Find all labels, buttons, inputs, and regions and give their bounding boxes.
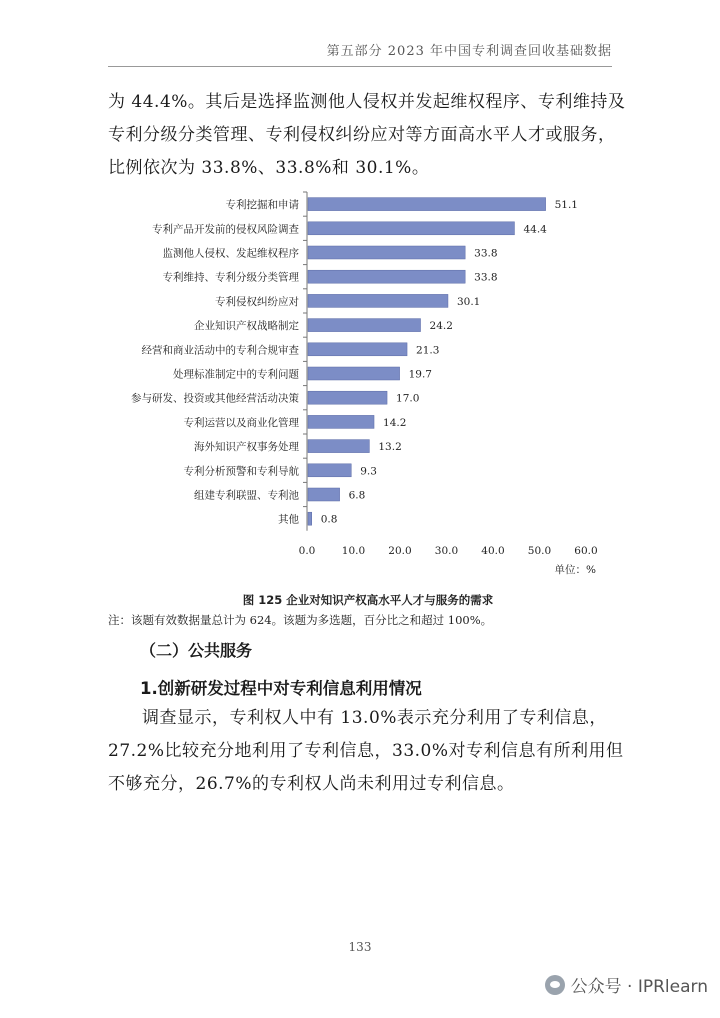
bar-value-label: 19.7 [408,368,432,381]
x-tick-label: 30.0 [434,544,459,557]
bar-value-label: 51.1 [554,199,579,212]
x-tick-label: 10.0 [341,544,366,557]
bar [308,319,421,332]
category-label: 专利挖掘和申请 [225,199,299,212]
x-tick-label: 20.0 [388,544,412,557]
intro-paragraph: 为 44.4%。其后是选择监测他人侵权并发起维权程序、专利维持及专利分级分类管理、专利侵权纠纷应对等方面高水平人才或服务，比例依次为 33.8%、33.8%和 30.1%。 [108,92,626,178]
x-tick-label: 0.0 [298,544,316,557]
category-label: 经营和商业活动中的专利合规审查 [141,344,299,357]
bar [308,488,340,501]
bar-value-label: 30.1 [456,295,481,308]
bar [308,367,400,380]
section-title: （二）公共服务 [140,641,253,660]
watermark-text: 公众号 · IPRlearn [570,977,708,997]
x-tick-label: 40.0 [481,544,505,557]
header-rule [108,66,612,67]
bar [308,246,465,259]
running-header: 第五部分 2023 年中国专利调查回收基础数据 [326,44,612,59]
category-label: 企业知识产权战略制定 [194,320,299,333]
demand-bar-chart [108,188,628,580]
bar [308,415,374,428]
category-label: 处理标准制定中的专利问题 [173,368,299,381]
bar-value-label: 17.0 [396,392,420,405]
bar-value-label: 33.8 [474,271,498,284]
bar-value-label: 21.3 [416,344,440,357]
bar [308,440,369,453]
figure-caption: 图 125 企业对知识产权高水平人才与服务的需求 [242,593,494,607]
x-tick-label: 50.0 [527,544,552,557]
figure-note: 注：该题有效数据量总计为 624。该题为多选题，百分比之和超过 100%。 [108,613,493,627]
unit-label: 单位：% [554,563,596,576]
category-label: 参与研发、投资或其他经营活动决策 [131,392,299,405]
page-number: 133 [348,940,372,954]
bar [308,294,448,307]
bar-value-label: 9.3 [360,465,377,478]
bar-value-label: 44.4 [523,223,547,236]
bar [308,391,387,404]
category-label: 专利维持、专利分级分类管理 [162,271,299,284]
bar-value-label: 0.8 [320,513,338,526]
category-label: 监测他人侵权、发起维权程序 [162,247,299,260]
wechat-icon [545,975,565,995]
bar-value-label: 33.8 [474,247,498,260]
category-label: 专利运营以及商业化管理 [183,416,299,429]
category-label: 专利侵权纠纷应对 [215,295,299,308]
bar-value-label: 13.2 [378,441,402,454]
bar [308,198,546,211]
subsection-title: 1.创新研发过程中对专利信息利用情况 [140,679,422,698]
bar [308,222,514,235]
watermark [545,972,708,997]
bar-value-label: 6.8 [348,489,366,502]
category-label: 其他 [278,513,299,526]
survey-paragraph: 调查显示，专利权人中有 13.0%表示充分利用了专利信息，27.2%比较充分地利用了专利信息，33.0%对专利信息有所利用但不够充分，26.7%的专利权人尚未利用过专利信息。 [108,708,624,794]
category-label: 专利产品开发前的侵权风险调查 [152,223,299,236]
bar-value-label: 24.2 [429,320,453,333]
bar [308,512,312,525]
x-tick-label: 60.0 [574,544,598,557]
category-label: 专利分析预警和专利导航 [183,465,299,478]
category-label: 海外知识产权事务处理 [194,441,299,454]
bar [308,464,351,477]
category-label: 组建专利联盟、专利池 [194,489,299,502]
bar [308,270,465,283]
bar-value-label: 14.2 [383,416,407,429]
bar [308,343,407,356]
